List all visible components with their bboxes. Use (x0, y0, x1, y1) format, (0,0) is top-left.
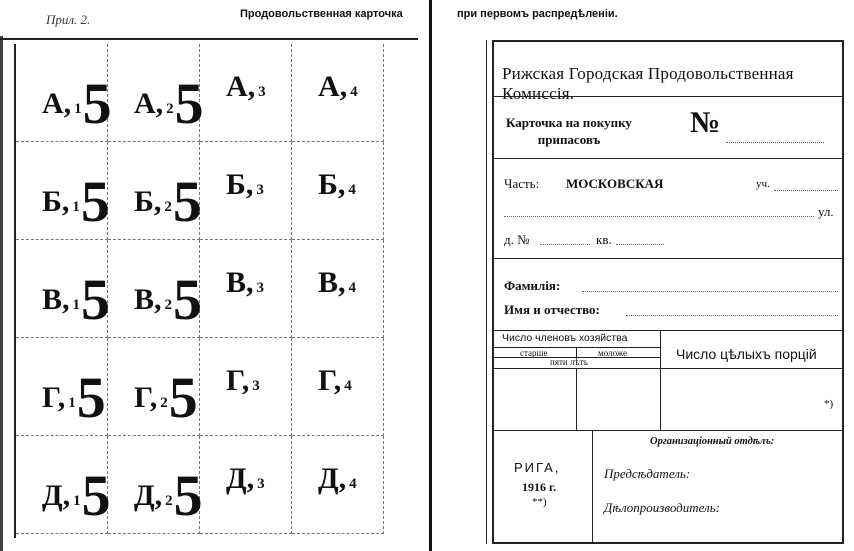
years-label: пяти лѣтъ (550, 357, 588, 367)
page-edge-left (0, 36, 3, 551)
coupon-value: 5 (76, 365, 106, 430)
coupon-cell[interactable] (16, 436, 111, 534)
coupon-label (134, 70, 204, 137)
apt-label: кв. (596, 232, 612, 247)
number-sign: № (690, 106, 721, 139)
coupon-cell[interactable] (108, 240, 203, 338)
coupon-grid (14, 44, 384, 538)
coupon-number: 3 (258, 84, 266, 100)
card-title-left: Продовольственная карточка (240, 8, 403, 20)
coupon-letter: Б, (42, 185, 70, 218)
coupon-number: 2 (164, 297, 173, 313)
coupon-value: 5 (174, 71, 204, 136)
coupon-value: 5 (168, 365, 198, 430)
coupon-cell[interactable] (16, 44, 112, 142)
coupon-number: 4 (350, 84, 358, 100)
asterisk-note: *) (824, 398, 834, 410)
coupon-cell[interactable] (108, 338, 200, 436)
members-header: Число членовъ хозяйства (502, 332, 628, 344)
coupon-letter: В, (42, 283, 70, 316)
coupon-value: 5 (80, 169, 110, 234)
coupon-number: 3 (256, 280, 265, 296)
surname-field[interactable] (582, 291, 838, 292)
coupon-cell[interactable] (108, 436, 203, 534)
card-title-right: при первомъ распредѣленіи. (457, 8, 618, 20)
coupon-cell[interactable] (200, 44, 292, 142)
coupon-value: 5 (173, 267, 203, 332)
portions-label: Число цѣлыхъ порцій (676, 346, 817, 362)
coupon-cell[interactable] (200, 142, 292, 240)
coupon-cell[interactable] (292, 142, 384, 240)
form-divider (494, 96, 842, 97)
apt-field[interactable] (616, 244, 664, 245)
form-divider (494, 258, 842, 259)
coupon-cell[interactable] (200, 436, 292, 534)
table-divider (494, 368, 660, 369)
city-label: РИГА, (514, 460, 561, 475)
coupon-cell[interactable] (108, 44, 204, 142)
coupon-value: 5 (173, 463, 203, 528)
coupon-cell[interactable] (16, 240, 111, 338)
coupon-label (42, 364, 106, 431)
coupon-cell[interactable] (292, 240, 384, 338)
coupon-cell[interactable] (292, 436, 384, 534)
younger-label: моложе (598, 348, 627, 358)
coupon-label (42, 168, 110, 235)
coupon-number: 2 (160, 395, 168, 411)
card-label-line2: припасовъ (537, 132, 601, 147)
coupon-label (318, 266, 356, 300)
coupon-label (134, 168, 202, 235)
coupon-label (226, 168, 264, 202)
coupon-label (226, 70, 266, 104)
coupon-label (318, 364, 352, 398)
coupon-number: 2 (165, 493, 173, 509)
footer-divider (592, 430, 593, 542)
coupon-value: 5 (82, 71, 112, 136)
number-field[interactable] (726, 142, 824, 143)
coupon-label (42, 70, 112, 137)
uch-label: уч. (756, 178, 770, 190)
fold-line (429, 0, 432, 551)
coupon-number: 3 (252, 378, 260, 394)
coupon-number: 1 (73, 493, 81, 509)
name-label: Имя и отчество: (504, 302, 600, 317)
coupon-cell[interactable] (292, 338, 384, 436)
coupon-letter: В, (318, 266, 346, 299)
form-margin-line (486, 40, 487, 544)
coupon-letter: Д, (42, 479, 71, 512)
house-label: д. № (504, 232, 530, 247)
coupon-letter: Г, (226, 364, 250, 397)
uch-field[interactable] (774, 190, 838, 191)
coupon-cell[interactable] (292, 44, 384, 142)
card-label-line1: Карточка на покупку (506, 115, 632, 130)
coupon-number: 3 (257, 476, 265, 492)
coupon-number: 4 (348, 280, 357, 296)
coupon-letter: Г, (134, 381, 158, 414)
coupon-value: 5 (81, 463, 111, 528)
chairman-label: Предсѣдатель: (604, 466, 691, 481)
coupon-number: 4 (348, 182, 356, 198)
coupon-label (318, 462, 357, 496)
registration-form (492, 40, 844, 544)
coupon-number: 1 (74, 101, 82, 117)
year-label: 1916 г. (522, 480, 557, 494)
coupon-label (134, 364, 198, 431)
coupon-label (226, 266, 264, 300)
coupon-letter: В, (226, 266, 254, 299)
coupon-cell[interactable] (108, 142, 200, 240)
coupon-letter: Б, (318, 168, 346, 201)
part-value: МОСКОВСКАЯ (566, 176, 664, 191)
coupon-letter: Д, (318, 462, 347, 495)
coupon-cell[interactable] (200, 338, 292, 436)
coupon-number: 3 (256, 182, 264, 198)
coupon-number: 1 (72, 297, 81, 313)
coupon-number: 4 (344, 378, 352, 394)
part-label: Часть: (504, 176, 540, 191)
clerk-label: Дѣлопроизводитель: (604, 500, 720, 515)
top-rule (0, 38, 418, 40)
coupon-number: 2 (164, 199, 172, 215)
coupon-letter: А, (134, 87, 164, 120)
coupon-value: 5 (81, 267, 111, 332)
coupon-cell[interactable] (16, 338, 108, 436)
coupon-label (42, 462, 111, 529)
older-label: старше (520, 348, 548, 358)
coupon-label (318, 168, 356, 202)
form-divider (494, 430, 842, 431)
coupon-label (42, 266, 110, 333)
coupon-letter: Б, (134, 185, 162, 218)
name-field[interactable] (626, 315, 838, 316)
coupon-cell[interactable] (16, 142, 108, 240)
coupon-label (226, 364, 260, 398)
coupon-number: 1 (72, 199, 80, 215)
coupon-number: 1 (68, 395, 76, 411)
card-label (506, 114, 632, 148)
year-note: **) (532, 496, 547, 508)
coupon-letter: Г, (42, 381, 66, 414)
form-divider (494, 158, 842, 159)
commission-title: Рижская Городская Продовольственная Комиссія. (502, 64, 794, 103)
street-field[interactable] (504, 216, 814, 217)
coupon-letter: Д, (134, 479, 163, 512)
coupon-label (318, 70, 358, 104)
surname-label: Фамилія: (504, 278, 561, 293)
coupon-number: 2 (166, 101, 174, 117)
house-field[interactable] (540, 244, 590, 245)
org-dept-label: Организаціонный отдѣлъ: (650, 436, 775, 447)
coupon-letter: Д, (226, 462, 255, 495)
coupon-number: 4 (349, 476, 357, 492)
table-divider (576, 368, 577, 430)
table-divider (494, 347, 660, 348)
coupon-label (134, 266, 202, 333)
coupon-label (134, 462, 203, 529)
coupon-cell[interactable] (200, 240, 292, 338)
ul-label: ул. (818, 204, 834, 219)
coupon-label (226, 462, 265, 496)
coupon-letter: А, (318, 70, 348, 103)
coupon-letter: А, (226, 70, 256, 103)
members-table (494, 330, 661, 430)
table-divider (660, 368, 842, 369)
appendix-label: Прил. 2. (46, 12, 91, 27)
coupon-letter: Г, (318, 364, 342, 397)
coupon-letter: В, (134, 283, 162, 316)
table-divider (576, 347, 577, 357)
coupon-letter: А, (42, 87, 72, 120)
coupon-value: 5 (172, 169, 202, 234)
coupon-letter: Б, (226, 168, 254, 201)
